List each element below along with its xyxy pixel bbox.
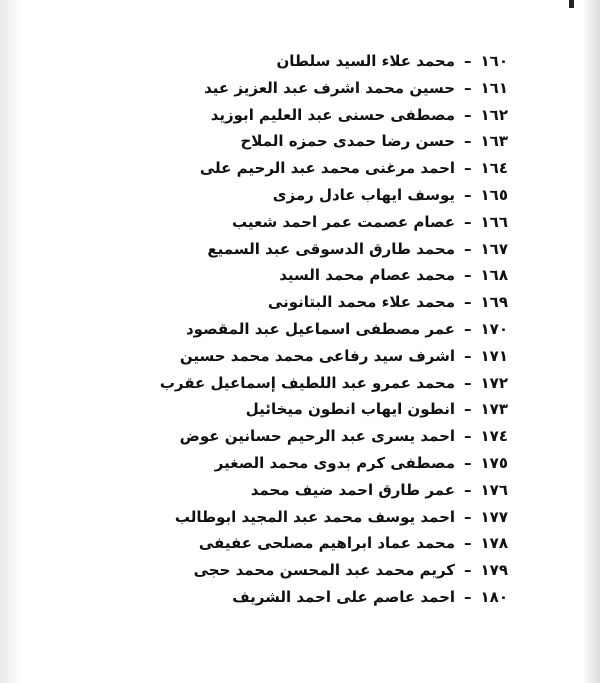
entry-separator: – <box>464 212 472 231</box>
entry-name: عمر طارق احمد ضيف محمد <box>250 480 456 499</box>
entry-name: عصام عصمت عمر احمد شعيب <box>232 212 456 231</box>
entry-name: حسين محمد اشرف عبد العزيز عيد <box>204 78 456 97</box>
list-item <box>148 262 508 289</box>
scan-shadow-left <box>0 0 22 683</box>
entry-number: ١٧٩ <box>480 561 508 580</box>
entry-number: ١٦٧ <box>480 239 508 258</box>
entry-separator: – <box>464 346 472 365</box>
entry-number: ١٦٥ <box>480 185 508 204</box>
entry-name: حسن رضا حمدى حمزه الملاح <box>240 132 456 151</box>
entry-separator: – <box>464 52 472 70</box>
list-item <box>148 423 508 450</box>
entry-number: ١٦٩ <box>480 293 508 312</box>
list-item <box>148 128 508 155</box>
entry-separator: – <box>464 373 472 392</box>
entry-separator: – <box>464 185 472 204</box>
scan-shadow-right <box>582 0 600 683</box>
list-item <box>148 370 508 397</box>
list-item <box>148 504 508 531</box>
entry-name: احمد مرغنى محمد عبد الرحيم على <box>199 159 456 178</box>
entry-number: ١٧١ <box>480 346 508 365</box>
entry-separator: – <box>464 239 472 258</box>
names-list <box>148 48 508 611</box>
entry-number: ١٨٠ <box>480 587 508 606</box>
entry-number: ١٧٨ <box>480 534 508 553</box>
entry-separator: – <box>464 507 472 526</box>
entry-number: ١٧٤ <box>480 427 508 446</box>
list-item <box>148 316 508 343</box>
entry-separator: – <box>464 159 472 178</box>
entry-number: ١٦١ <box>480 78 508 97</box>
entry-separator: – <box>464 480 472 499</box>
list-item <box>148 155 508 182</box>
entry-number: ١٧٥ <box>480 453 508 472</box>
entry-name: محمد عمرو عبد اللطيف إسماعيل عقرب <box>159 373 456 392</box>
entry-separator: – <box>464 427 472 446</box>
entry-name: يوسف ايهاب عادل رمزى <box>272 185 456 204</box>
list-item <box>148 182 508 209</box>
list-item <box>148 530 508 557</box>
list-item <box>148 396 508 423</box>
list-item <box>148 209 508 236</box>
list-item <box>148 450 508 477</box>
entry-separator: – <box>464 78 472 97</box>
entry-name: محمد طارق الدسوقى عبد السميع <box>207 239 456 258</box>
entry-name: محمد علاء محمد البتانونى <box>267 293 456 312</box>
list-item <box>148 343 508 370</box>
entry-number: ١٦٣ <box>480 132 508 151</box>
entry-separator: – <box>464 534 472 553</box>
entry-number: ١٦٦ <box>480 212 508 231</box>
corner-mark <box>569 0 574 8</box>
entry-separator: – <box>464 293 472 312</box>
list-item <box>148 557 508 584</box>
entry-name: احمد عاصم على احمد الشريف <box>232 587 456 606</box>
entry-name: احمد يوسف محمد عبد المجيد ابوطالب <box>174 507 456 526</box>
entry-number: ١٦٢ <box>480 105 508 124</box>
entry-separator: – <box>464 105 472 124</box>
entry-number: ١٧٧ <box>480 507 508 526</box>
entry-name: محمد علاء السيد سلطان <box>276 52 456 70</box>
entry-separator: – <box>464 319 472 338</box>
entry-name: كريم محمد عبد المحسن محمد حجى <box>193 561 456 580</box>
entry-name: انطون ايهاب انطون ميخائيل <box>245 400 456 419</box>
entry-separator: – <box>464 266 472 285</box>
entry-name: محمد عصام محمد السيد <box>279 266 456 285</box>
entry-number: ١٧٠ <box>480 319 508 338</box>
list-item <box>148 289 508 316</box>
entry-separator: – <box>464 132 472 151</box>
entry-separator: – <box>464 453 472 472</box>
list-item <box>148 48 508 75</box>
list-item <box>148 75 508 102</box>
list-item <box>148 236 508 263</box>
entry-number: ١٦٠ <box>480 52 508 70</box>
list-item <box>148 584 508 611</box>
entry-name: عمر مصطفى اسماعيل عبد المقصود <box>185 319 456 338</box>
entry-name: اشرف سيد رفاعى محمد محمد حسين <box>179 346 456 365</box>
entry-number: ١٧٦ <box>480 480 508 499</box>
entry-separator: – <box>464 587 472 606</box>
entry-name: مصطفى حسنى عبد العليم ابوزيد <box>210 105 456 124</box>
entry-name: احمد يسرى عبد الرحيم حسانين عوض <box>179 427 456 446</box>
list-item <box>148 477 508 504</box>
entry-separator: – <box>464 400 472 419</box>
list-item <box>148 102 508 129</box>
entry-number: ١٦٨ <box>480 266 508 285</box>
entry-number: ١٧٣ <box>480 400 508 419</box>
entry-name: محمد عماد ابراهيم مصلحى عفيفى <box>198 534 456 553</box>
entry-number: ١٧٢ <box>480 373 508 392</box>
entry-number: ١٦٤ <box>480 159 508 178</box>
entry-name: مصطفى كرم بدوى محمد الصغير <box>214 453 456 472</box>
entry-separator: – <box>464 561 472 580</box>
